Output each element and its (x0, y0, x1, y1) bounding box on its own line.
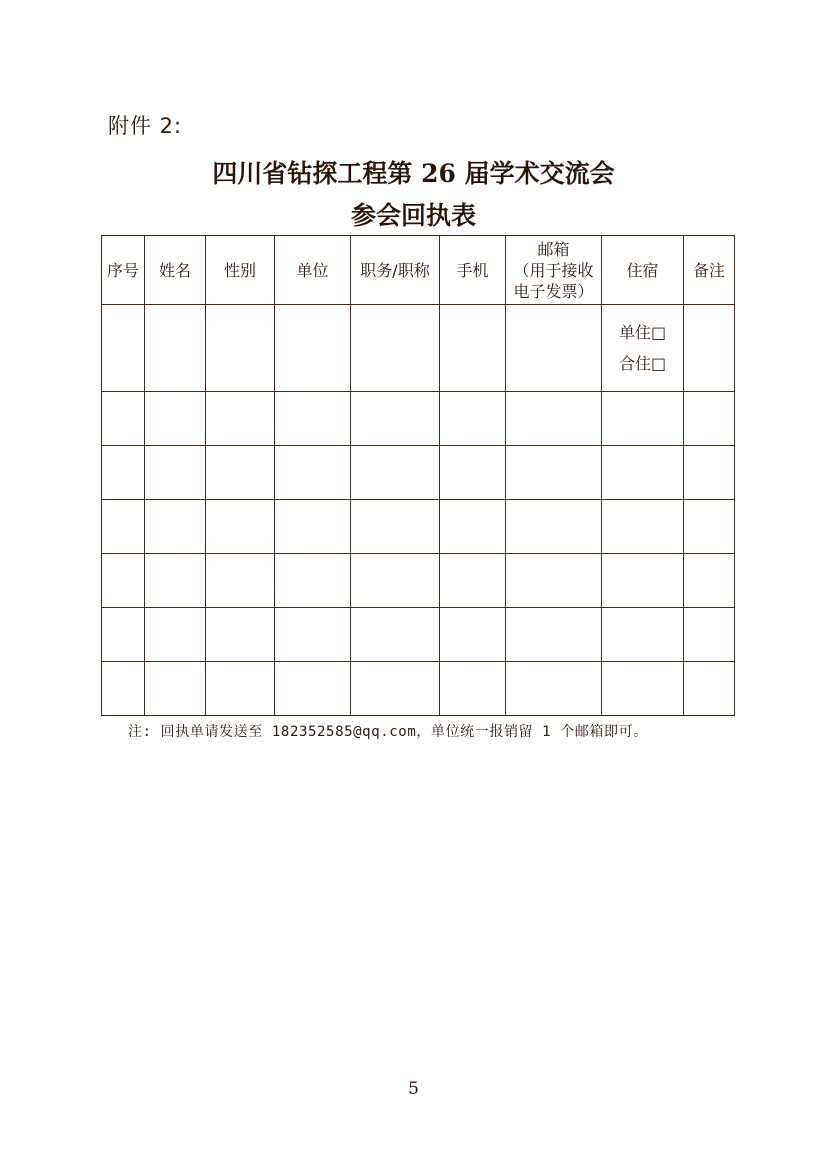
cell-position[interactable] (351, 500, 440, 554)
cell-remarks[interactable] (684, 446, 735, 500)
cell-email[interactable] (506, 608, 602, 662)
cell-phone[interactable] (440, 608, 506, 662)
cell-email[interactable] (506, 392, 602, 446)
cell-email[interactable] (506, 305, 602, 392)
cell-seq[interactable] (102, 608, 145, 662)
cell-unit[interactable] (275, 446, 351, 500)
header-position: 职务/职称 (351, 236, 440, 305)
cell-phone[interactable] (440, 446, 506, 500)
cell-name[interactable] (145, 305, 206, 392)
cell-position[interactable] (351, 662, 440, 716)
cell-gender[interactable] (206, 662, 275, 716)
lodging-shared-checkbox[interactable]: 合住□ (618, 354, 667, 373)
cell-phone[interactable] (440, 554, 506, 608)
page-number: 5 (408, 1079, 419, 1099)
cell-gender[interactable] (206, 608, 275, 662)
cell-seq[interactable] (102, 305, 145, 392)
cell-lodging[interactable] (602, 500, 684, 554)
cell-gender[interactable] (206, 554, 275, 608)
cell-lodging[interactable] (602, 392, 684, 446)
cell-position[interactable] (351, 392, 440, 446)
cell-position[interactable] (351, 608, 440, 662)
cell-name[interactable] (145, 446, 206, 500)
cell-position[interactable] (351, 446, 440, 500)
cell-remarks[interactable] (684, 392, 735, 446)
cell-lodging[interactable] (602, 554, 684, 608)
cell-gender[interactable] (206, 305, 275, 392)
header-phone: 手机 (440, 236, 506, 305)
cell-name[interactable] (145, 608, 206, 662)
table-row (102, 446, 735, 500)
cell-remarks[interactable] (684, 305, 735, 392)
cell-seq[interactable] (102, 662, 145, 716)
header-seq: 序号 (102, 236, 145, 305)
receipt-form-table (101, 235, 735, 716)
cell-unit[interactable] (275, 305, 351, 392)
header-remarks: 备注 (684, 236, 735, 305)
header-lodging: 住宿 (602, 236, 684, 305)
cell-email[interactable] (506, 554, 602, 608)
attachment-label: 附件 2: (108, 114, 183, 138)
cell-name[interactable] (145, 662, 206, 716)
lodging-single-checkbox[interactable]: 单住□ (618, 323, 667, 342)
cell-remarks[interactable] (684, 554, 735, 608)
table-header-row (102, 236, 735, 305)
cell-unit[interactable] (275, 500, 351, 554)
cell-phone[interactable] (440, 500, 506, 554)
header-name: 姓名 (145, 236, 206, 305)
table-row (102, 662, 735, 716)
table-row (102, 392, 735, 446)
cell-phone[interactable] (440, 305, 506, 392)
header-unit: 单位 (275, 236, 351, 305)
cell-lodging[interactable] (602, 662, 684, 716)
cell-unit[interactable] (275, 392, 351, 446)
cell-gender[interactable] (206, 446, 275, 500)
cell-seq[interactable] (102, 392, 145, 446)
cell-gender[interactable] (206, 392, 275, 446)
cell-seq[interactable] (102, 554, 145, 608)
header-email (506, 236, 602, 305)
cell-name[interactable] (145, 392, 206, 446)
header-email-line1: 邮箱 (537, 239, 570, 259)
header-gender: 性别 (206, 236, 275, 305)
cell-phone[interactable] (440, 662, 506, 716)
cell-name[interactable] (145, 500, 206, 554)
table-row (102, 500, 735, 554)
cell-unit[interactable] (275, 554, 351, 608)
table-row (102, 305, 735, 392)
table-row (102, 554, 735, 608)
cell-lodging[interactable] (602, 446, 684, 500)
document-subtitle: 参会回执表 (350, 201, 476, 230)
cell-email[interactable] (506, 446, 602, 500)
cell-seq[interactable] (102, 500, 145, 554)
table-row (102, 608, 735, 662)
cell-remarks[interactable] (684, 500, 735, 554)
cell-lodging (602, 305, 684, 392)
cell-position[interactable] (351, 554, 440, 608)
document-title: 四川省钻探工程第 26 届学术交流会 (212, 159, 615, 188)
cell-lodging[interactable] (602, 608, 684, 662)
cell-email[interactable] (506, 662, 602, 716)
header-email-line3: 电子发票） (513, 281, 594, 301)
cell-gender[interactable] (206, 500, 275, 554)
header-email-line2: （用于接收 (513, 260, 594, 280)
cell-email[interactable] (506, 500, 602, 554)
cell-seq[interactable] (102, 446, 145, 500)
cell-remarks[interactable] (684, 662, 735, 716)
cell-phone[interactable] (440, 392, 506, 446)
submission-note: 注: 回执单请发送至 182352585@qq.com，单位统一报销留 1 个邮箱即可。 (128, 724, 648, 740)
cell-unit[interactable] (275, 608, 351, 662)
cell-name[interactable] (145, 554, 206, 608)
cell-remarks[interactable] (684, 608, 735, 662)
cell-unit[interactable] (275, 662, 351, 716)
cell-position[interactable] (351, 305, 440, 392)
